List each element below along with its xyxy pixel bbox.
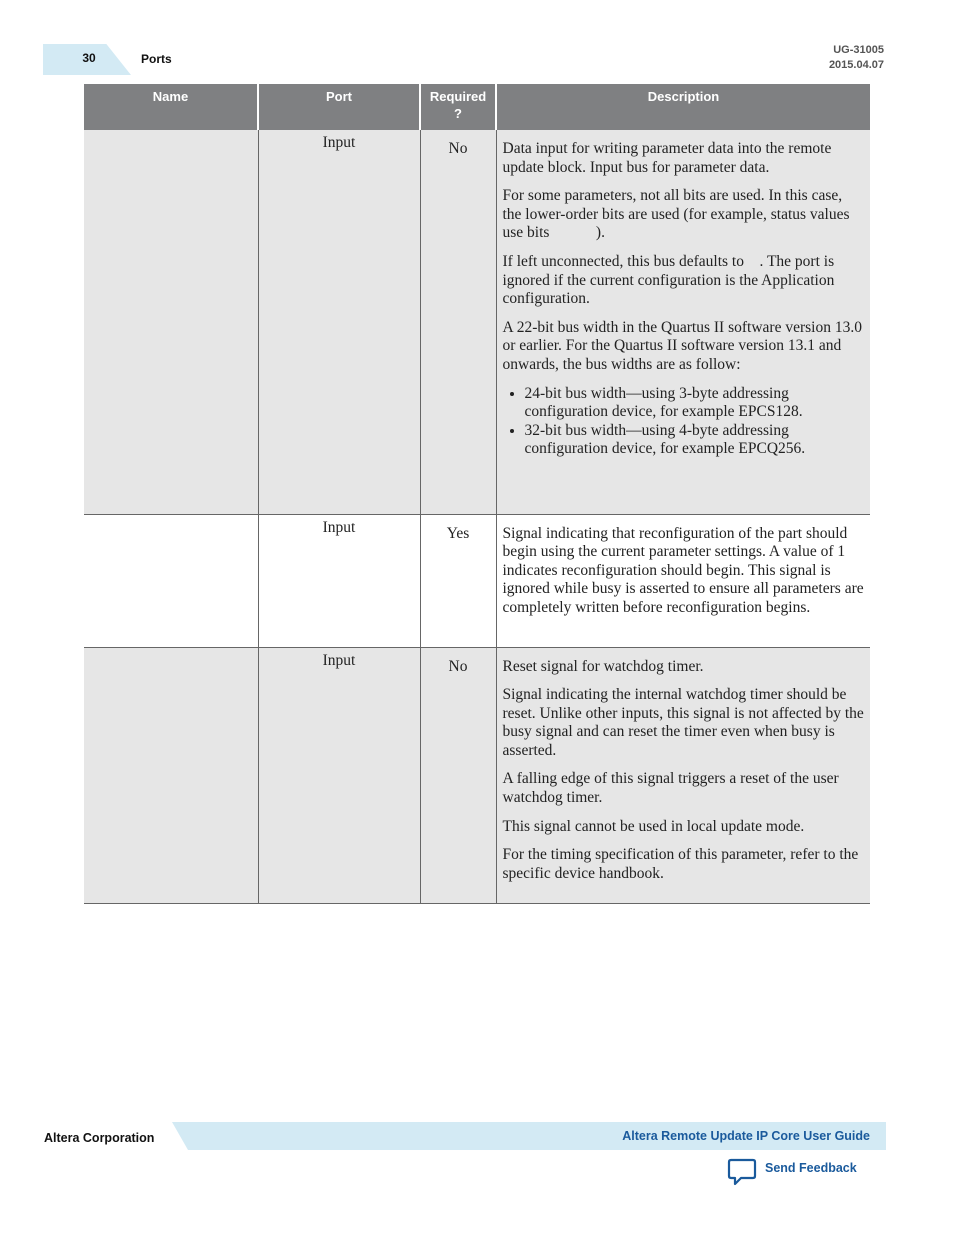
document-id [829, 43, 884, 73]
cell-name [84, 130, 258, 514]
speech-bubble-icon [727, 1158, 757, 1186]
ports-table [84, 84, 870, 904]
column-header-description: Description [496, 84, 870, 130]
send-feedback-label: Send Feedback [765, 1161, 857, 1175]
list-item: • 32-bit bus width—using 4-byte addressing configuration device, for example EPCQ256. [525, 422, 865, 459]
description-paragraph: Signal indicating the internal watchdog timer should be reset. Unlike other inputs, this signal is not affected by the busy signal and can reset the timer even when busy is asserted. [502, 686, 864, 759]
table-row [84, 647, 870, 904]
cell-port: Input [258, 647, 420, 904]
cell-description [496, 130, 870, 514]
doc-number: UG-31005 [833, 44, 884, 56]
page-number: 30 [82, 51, 96, 65]
section-title: Ports [141, 52, 172, 66]
list-item: • 24-bit bus width—using 3-byte addressing configuration device, for example EPCS128. [525, 385, 865, 422]
send-feedback-link[interactable] [727, 1158, 857, 1186]
table-row [84, 514, 870, 647]
cell-description [496, 647, 870, 904]
description-paragraph: Signal indicating that reconfiguration of the part should begin using the current parameter settings. A value of 1 indicates reconfiguration should begin. This signal is ignored while busy is asserted to ensure all parameters are completely written before reconfiguration begins. [502, 524, 864, 616]
table-header-row [84, 84, 870, 130]
column-header-port: Port [258, 84, 420, 130]
cell-required: Yes [420, 514, 496, 647]
doc-date: 2015.04.07 [828, 59, 884, 71]
description-paragraph: A falling edge of this signal triggers a reset of the user watchdog timer. [502, 770, 839, 807]
cell-name [84, 647, 258, 904]
description-paragraph: If left unconnected, this bus defaults to . The port is ignored if the current configuration is the Application configuration. [502, 252, 839, 308]
column-header-name: Name [84, 84, 258, 130]
cell-required: No [420, 130, 496, 514]
cell-name [84, 514, 258, 647]
description-paragraph: This signal cannot be used in local update mode. [502, 817, 805, 835]
cell-port: Input [258, 514, 420, 647]
cell-description [496, 514, 870, 647]
guide-title-link[interactable]: Altera Remote Update IP Core User Guide [622, 1129, 870, 1143]
description-paragraph: A 22-bit bus width in the Quartus II software version 13.0 or earlier. For the Quartus II software version 13.1 and onwards, the bus widths are as follow: [502, 318, 862, 373]
description-paragraph: Reset signal for watchdog timer. [502, 657, 704, 675]
description-paragraph: For some parameters, not all bits are used. In this case, the lower-order bits are used (for example, status values use bits ). [502, 187, 854, 242]
cell-required: No [420, 647, 496, 904]
company-name: Altera Corporation [44, 1131, 155, 1145]
table-row [84, 130, 870, 514]
bus-width-list [503, 385, 865, 459]
cell-port: Input [258, 130, 420, 514]
column-header-required [420, 84, 496, 130]
column-header-required-label: Required ? [429, 89, 487, 121]
description-paragraph: Data input for writing parameter data into the remote update block. Input bus for parameter data. [502, 140, 832, 176]
description-paragraph: For the timing specification of this parameter, refer to the specific device handbook. [502, 846, 859, 882]
